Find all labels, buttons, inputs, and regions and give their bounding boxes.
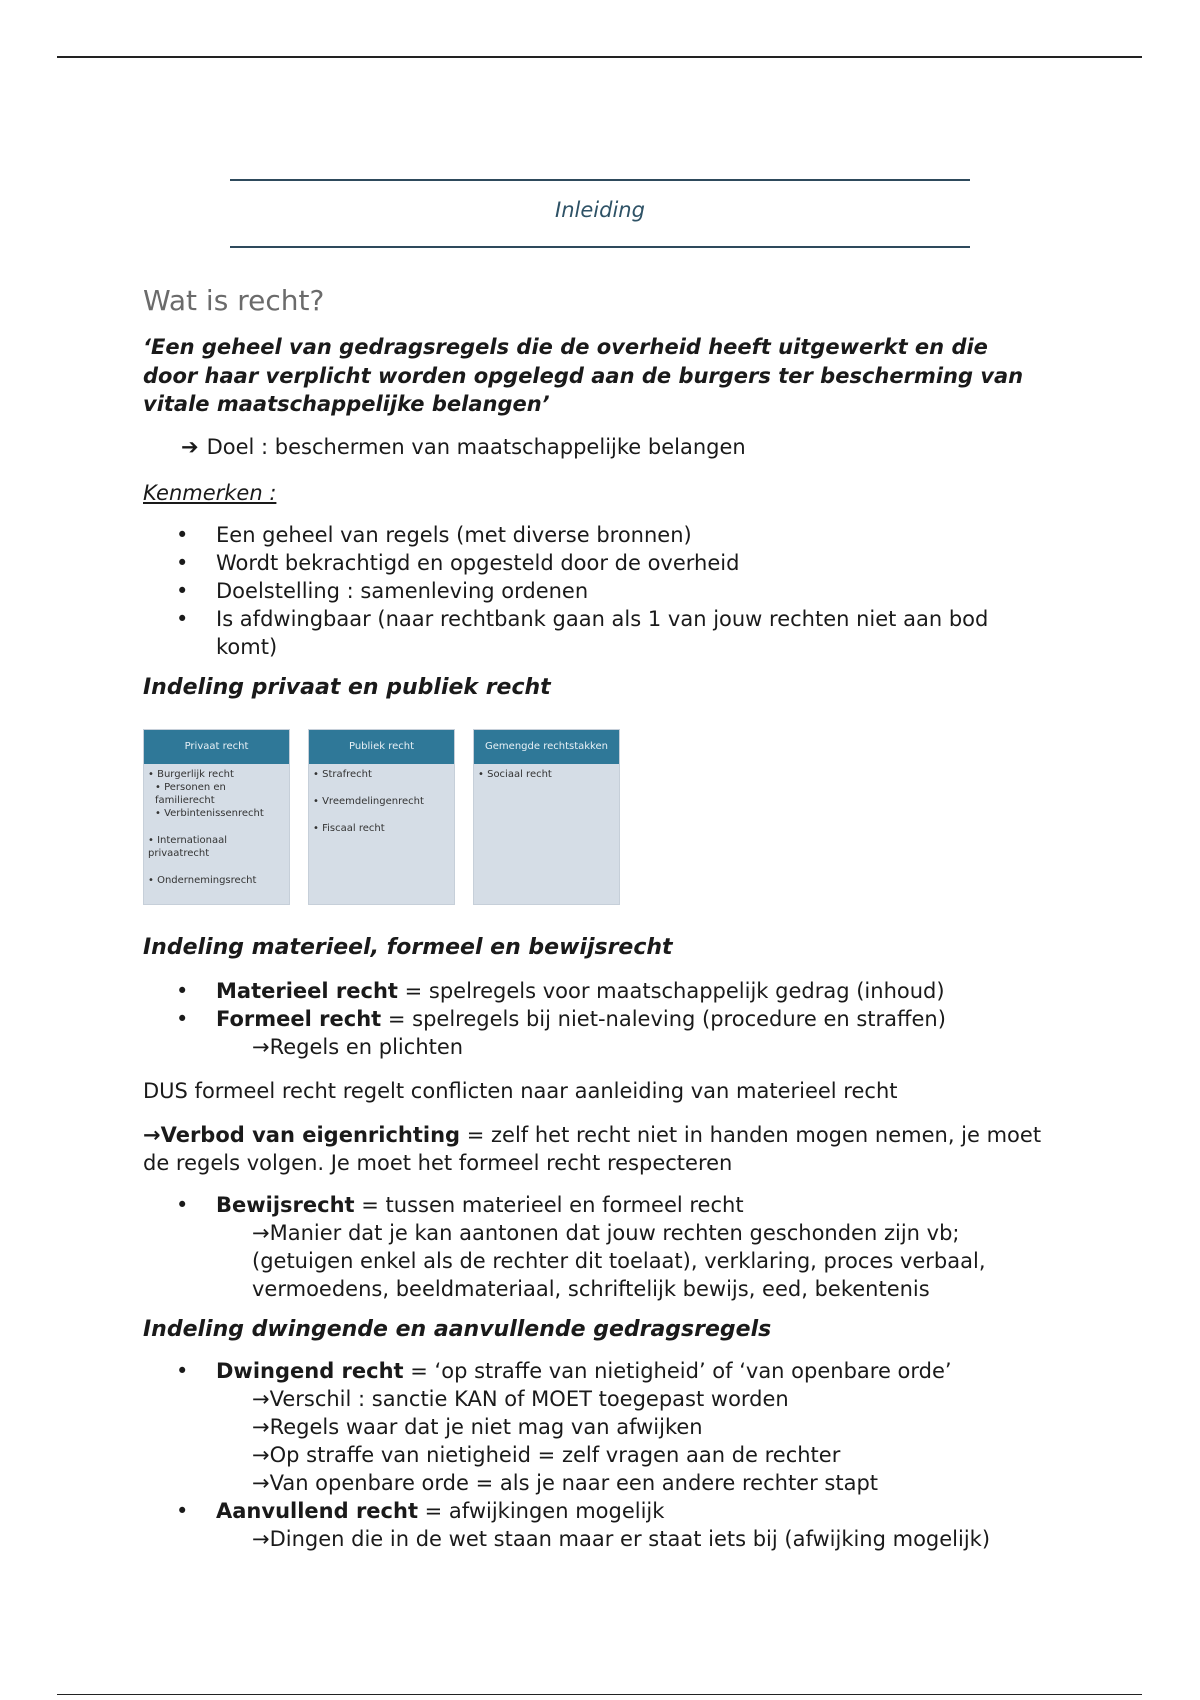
bullet-icon: • (176, 1006, 189, 1031)
law-division-diagram (143, 729, 1043, 905)
bullet-icon: • (176, 606, 189, 631)
bullet-icon: • (176, 1498, 189, 1523)
aanvullend-list (143, 1497, 1043, 1525)
document-body (143, 281, 1043, 1553)
definition-quote: ‘Een geheel van gedragsregels die de overheid heeft uitgewerkt en die door haar verplicht worden opgelegd aan de burgers ter bescherming van vitale maatschappelijke belangen’ (143, 335, 1024, 416)
goal-line (143, 433, 1043, 461)
kenmerken-label: Kenmerken : (143, 480, 277, 505)
list-item: • Bewijsrecht = tussen materieel en formeel recht (176, 1192, 744, 1217)
title-rule-bottom (230, 246, 970, 248)
diagram-item: • Fiscaal recht (313, 822, 385, 834)
page-top-rule (57, 56, 1142, 58)
formeel-sub: →Regels en plichten (252, 1034, 464, 1059)
list-item: • Wordt bekrachtigd en opgesteld door de overheid (176, 550, 740, 575)
list-item: • Een geheel van regels (met diverse bronnen) (176, 522, 692, 547)
diagram-box-publiek (308, 729, 455, 905)
bullet-icon: • (176, 578, 189, 603)
dwingend-list (143, 1357, 1043, 1385)
diagram-box-privaat (143, 729, 290, 905)
section-heading-dwingend-aanvullend: Indeling dwingende en aanvullende gedragsregels (143, 1316, 772, 1342)
arrow-icon: ➔ (181, 434, 199, 459)
bullet-icon: • (176, 978, 189, 1003)
diagram-item: • Verbintenissenrecht (155, 807, 264, 819)
heading-wat-is-recht: Wat is recht? (143, 284, 325, 317)
kenmerken-list (143, 521, 1043, 661)
list-item: • Is afdwingbaar (naar rechtbank gaan als 1 van jouw rechten niet aan bod komt) (176, 606, 989, 659)
verbod-paragraph: →Verbod van eigenrichting = zelf het recht niet in handen mogen nemen, je moet de regels volgen. Je moet het formeel recht respecteren (143, 1122, 1042, 1175)
diagram-box-header: Gemengde rechtstakken (474, 730, 619, 764)
aanvullend-sub: →Dingen die in de wet staan maar er staat iets bij (afwijking mogelijk) (252, 1526, 991, 1551)
diagram-box-header: Publiek recht (309, 730, 454, 764)
diagram-box-header: Privaat recht (144, 730, 289, 764)
dus-paragraph: DUS formeel recht regelt conflicten naar aanleiding van materieel recht (143, 1078, 898, 1103)
dwingend-sub: →Verschil : sanctie KAN of MOET toegepast worden (252, 1386, 789, 1411)
bullet-icon: • (176, 522, 189, 547)
diagram-item: • Strafrecht (313, 768, 372, 780)
diagram-item: • Sociaal recht (478, 768, 552, 780)
diagram-item: • Ondernemingsrecht (148, 874, 257, 886)
goal-text: Doel : beschermen van maatschappelijke belangen (206, 434, 746, 459)
section-heading-materieel-formeel: Indeling materieel, formeel en bewijsrecht (143, 934, 673, 960)
document-title: Inleiding (555, 198, 645, 222)
page-bottom-rule (57, 1694, 1142, 1695)
bullet-icon: • (176, 1358, 189, 1383)
bewijs-sub: →Manier dat je kan aantonen dat jouw rechten geschonden zijn vb; (getuigen enkel als de rechter dit toelaat), verklaring, proces verbaal, vermoedens, beeldmateriaal, schriftelijk bewijs, eed, bekentenis (252, 1220, 986, 1301)
bullet-icon: • (176, 1192, 189, 1217)
diagram-item: • Vreemdelingenrecht (313, 795, 424, 807)
list-item: • Formeel recht = spelregels bij niet-naleving (procedure en straffen) (176, 1006, 946, 1031)
list-item: • Aanvullend recht = afwijkingen mogelijk (176, 1498, 665, 1523)
dwingend-sub: →Op straffe van nietigheid = zelf vragen aan de rechter (252, 1442, 841, 1467)
diagram-box-gemengd (473, 729, 620, 905)
title-rule-top (230, 179, 970, 181)
list-item: • Doelstelling : samenleving ordenen (176, 578, 589, 603)
materieel-formeel-list (143, 977, 1043, 1033)
section-heading-privaat-publiek: Indeling privaat en publiek recht (143, 674, 551, 700)
list-item: • Dwingend recht = ‘op straffe van nietigheid’ of ‘van openbare orde’ (176, 1358, 952, 1383)
dwingend-sub: →Van openbare orde = als je naar een andere rechter stapt (252, 1470, 879, 1495)
diagram-item: • Burgerlijk recht (148, 768, 234, 780)
diagram-item: • Internationaal privaatrecht (148, 834, 228, 859)
bewijs-list (143, 1191, 1043, 1219)
list-item: • Materieel recht = spelregels voor maatschappelijk gedrag (inhoud) (176, 978, 945, 1003)
bullet-icon: • (176, 550, 189, 575)
dwingend-sub: →Regels waar dat je niet mag van afwijken (252, 1414, 703, 1439)
diagram-item: • Personen en familierecht (155, 781, 226, 806)
